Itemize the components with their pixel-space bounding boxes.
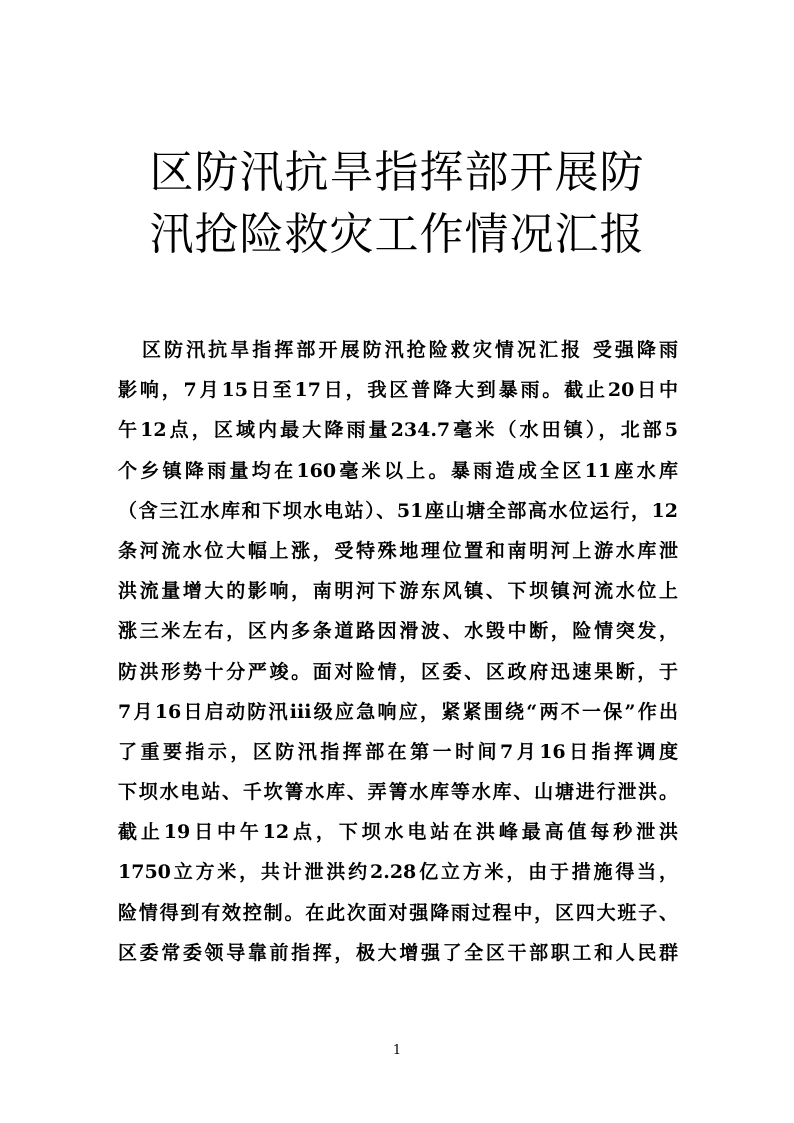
paragraph-line-9: 防洪形势十分严竣。面对险情，区委、区政府迅速果断，于 bbox=[118, 660, 678, 683]
paragraph-line-3: 午12点，区域内最大降雨量234.7毫米（水田镇），北部5 bbox=[118, 419, 678, 442]
paragraph-line-12: 下坝水电站、千坎箐水库、弄箐水库等水库、山塘进行泄洪。 bbox=[118, 781, 678, 804]
body-paragraph bbox=[118, 330, 678, 973]
paragraph-line-16: 区委常委领导靠前指挥，极大增强了全区干部职工和人民群 bbox=[118, 941, 678, 964]
paragraph-line-6: 条河流水位大幅上涨，受特殊地理位置和南明河上游水库泄 bbox=[118, 539, 678, 562]
paragraph-line-14: 1750立方米，共计泄洪约2.28亿立方米，由于措施得当， bbox=[118, 861, 678, 884]
paragraph-line-15: 险情得到有效控制。在此次面对强降雨过程中，区四大班子、 bbox=[118, 901, 678, 924]
paragraph-line-5: （含三江水库和下坝水电站）、51座山塘全部高水位运行，12 bbox=[118, 499, 678, 522]
page-number: 1 bbox=[392, 1043, 402, 1058]
paragraph-line-8: 涨三米左右，区内多条道路因滑波、水毁中断，险情突发， bbox=[118, 620, 678, 643]
paragraph-line-1: 区防汛抗旱指挥部开展防汛抢险救灾情况汇报 受强降雨 bbox=[142, 339, 678, 361]
paragraph-line-7: 洪流量增大的影响，南明河下游东风镇、下坝镇河流水位上 bbox=[118, 580, 678, 603]
paragraph-line-2: 影响，7月15日至17日，我区普降大到暴雨。截止20日中 bbox=[118, 379, 678, 402]
paragraph-line-10: 7月16日启动防汛iii级应急响应，紧紧围绕“两不一保”作出 bbox=[118, 700, 678, 723]
title-line-1: 区防汛抗旱指挥部开展防 bbox=[149, 147, 645, 198]
title-line-2: 汛抢险救灾工作情况汇报 bbox=[149, 209, 645, 260]
paragraph-line-4: 个乡镇降雨量均在160毫米以上。暴雨造成全区11座水库 bbox=[118, 459, 678, 482]
document-title bbox=[120, 142, 674, 266]
paragraph-line-13: 截止19日中午12点，下坝水电站在洪峰最高值每秒泄洪 bbox=[118, 821, 678, 844]
paragraph-line-11: 了重要指示，区防汛指挥部在第一时间7月16日指挥调度 bbox=[118, 740, 678, 763]
